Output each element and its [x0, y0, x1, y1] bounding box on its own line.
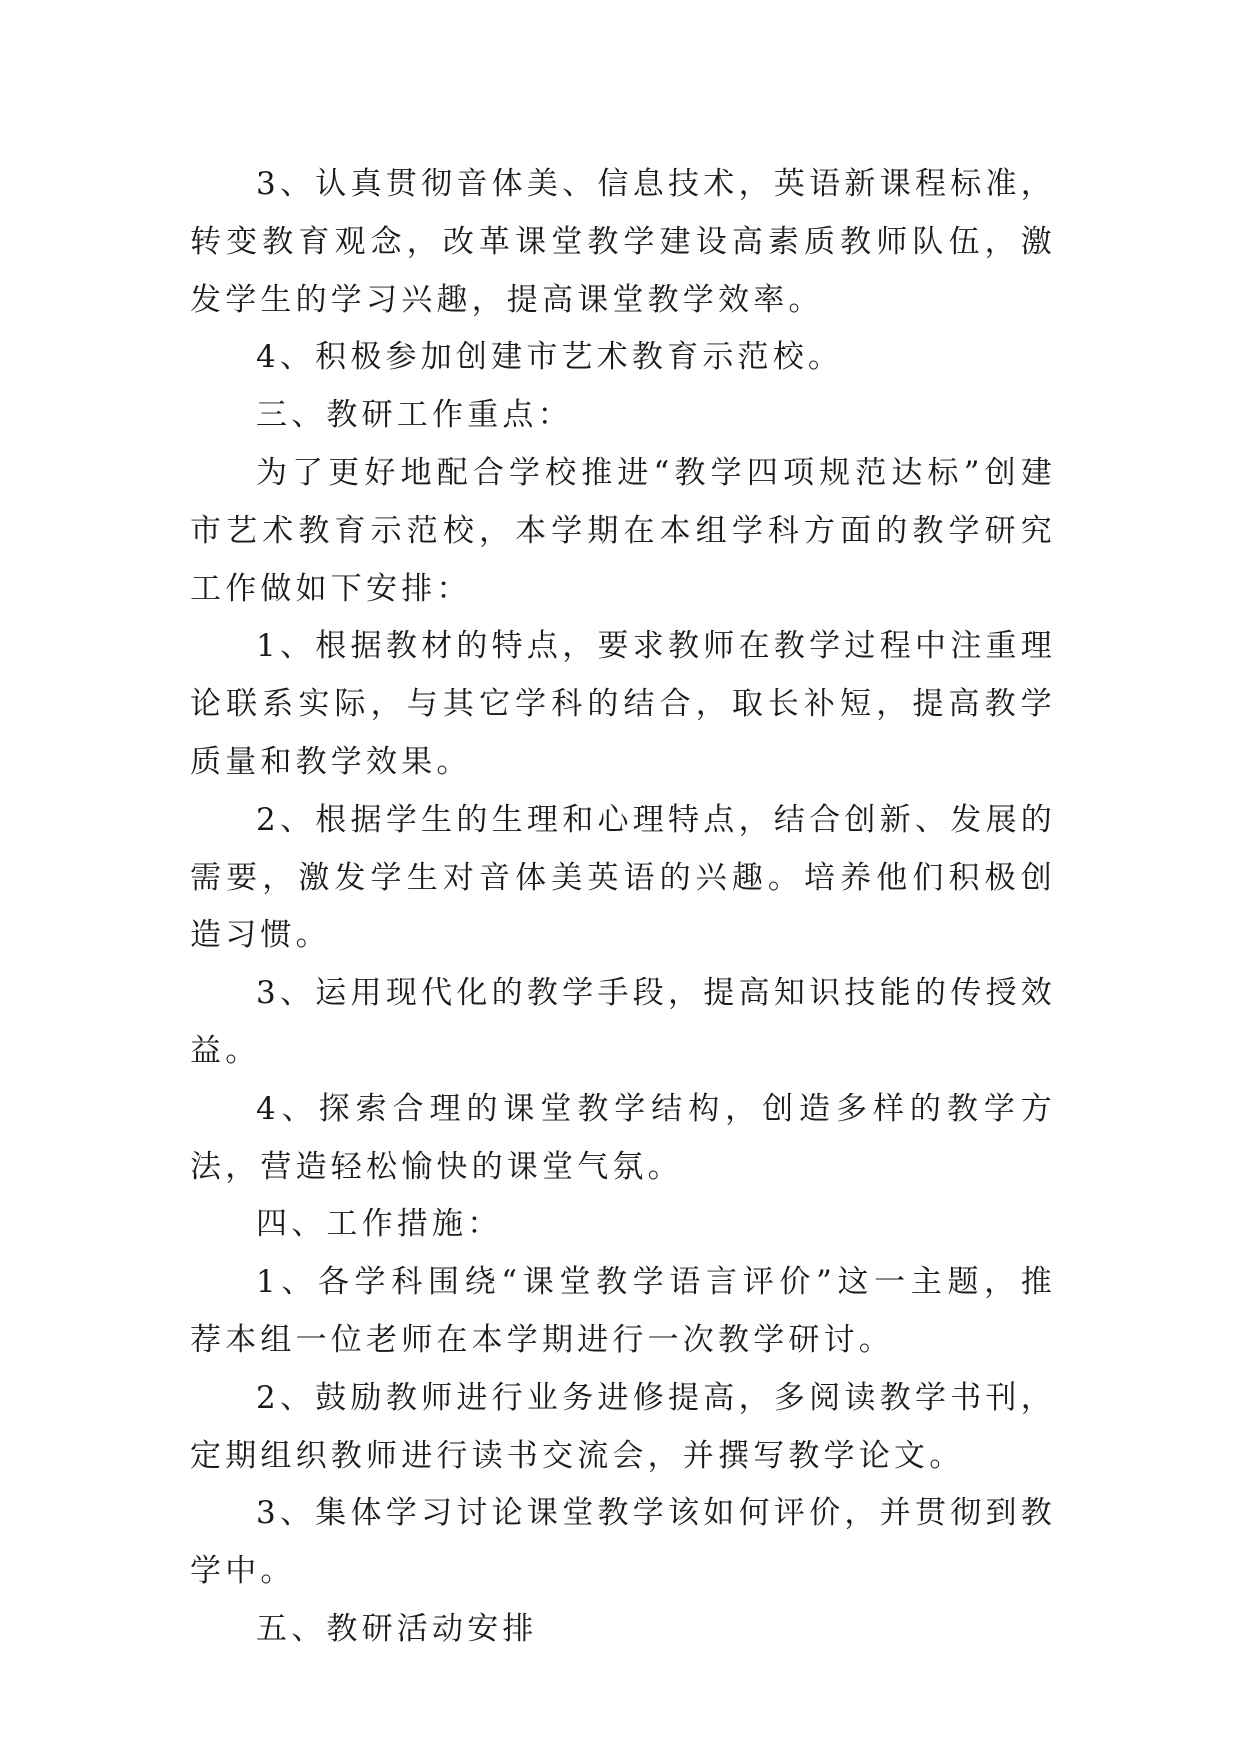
document-body — [190, 156, 1056, 1659]
paragraph-goal-4: 4、积极参加创建市艺术教育示范校。 — [256, 339, 844, 376]
paragraph-measure-2: 2、鼓励教师进行业务进修提高，多阅读教学书刊，定期组织教师进行读书交流会，并撰写教学论文。 — [190, 1379, 1056, 1474]
paragraph-focus-2: 2、根据学生的生理和心理特点，结合创新、发展的需要，激发学生对音体美英语的兴趣。培养他们积极创造习惯。 — [190, 801, 1056, 954]
paragraph-focus-1: 1、根据教材的特点，要求教师在教学过程中注重理论联系实际，与其它学科的结合，取长补短，提高教学质量和教学效果。 — [190, 628, 1056, 780]
section-heading-measures: 四、工作措施： — [256, 1206, 503, 1243]
section-heading-research-focus: 三、教研工作重点： — [256, 397, 573, 434]
paragraph-measure-3: 3、集体学习讨论课堂教学该如何评价，并贯彻到教学中。 — [190, 1495, 1056, 1590]
paragraph-focus-4: 4、探索合理的课堂教学结构，创造多样的教学方法，营造轻松愉快的课堂气氛。 — [190, 1090, 1056, 1185]
paragraph-research-intro: 为了更好地配合学校推进“教学四项规范达标”创建市艺术教育示范校，本学期在本组学科方面的教学研究工作做如下安排： — [190, 454, 1056, 607]
paragraph-measure-1: 1、各学科围绕“课堂教学语言评价”这一主题，推荐本组一位老师在本学期进行一次教学研讨。 — [190, 1264, 1056, 1358]
paragraph-focus-3: 3、运用现代化的教学手段，提高知识技能的传授效益。 — [190, 975, 1056, 1069]
section-heading-activities: 五、教研活动安排 — [256, 1610, 538, 1647]
paragraph-goal-3: 3、认真贯彻音体美、信息技术，英语新课程标准，转变教育观念，改革课堂教学建设高素质教师队伍，激发学生的学习兴趣，提高课堂教学效率。 — [190, 166, 1056, 318]
